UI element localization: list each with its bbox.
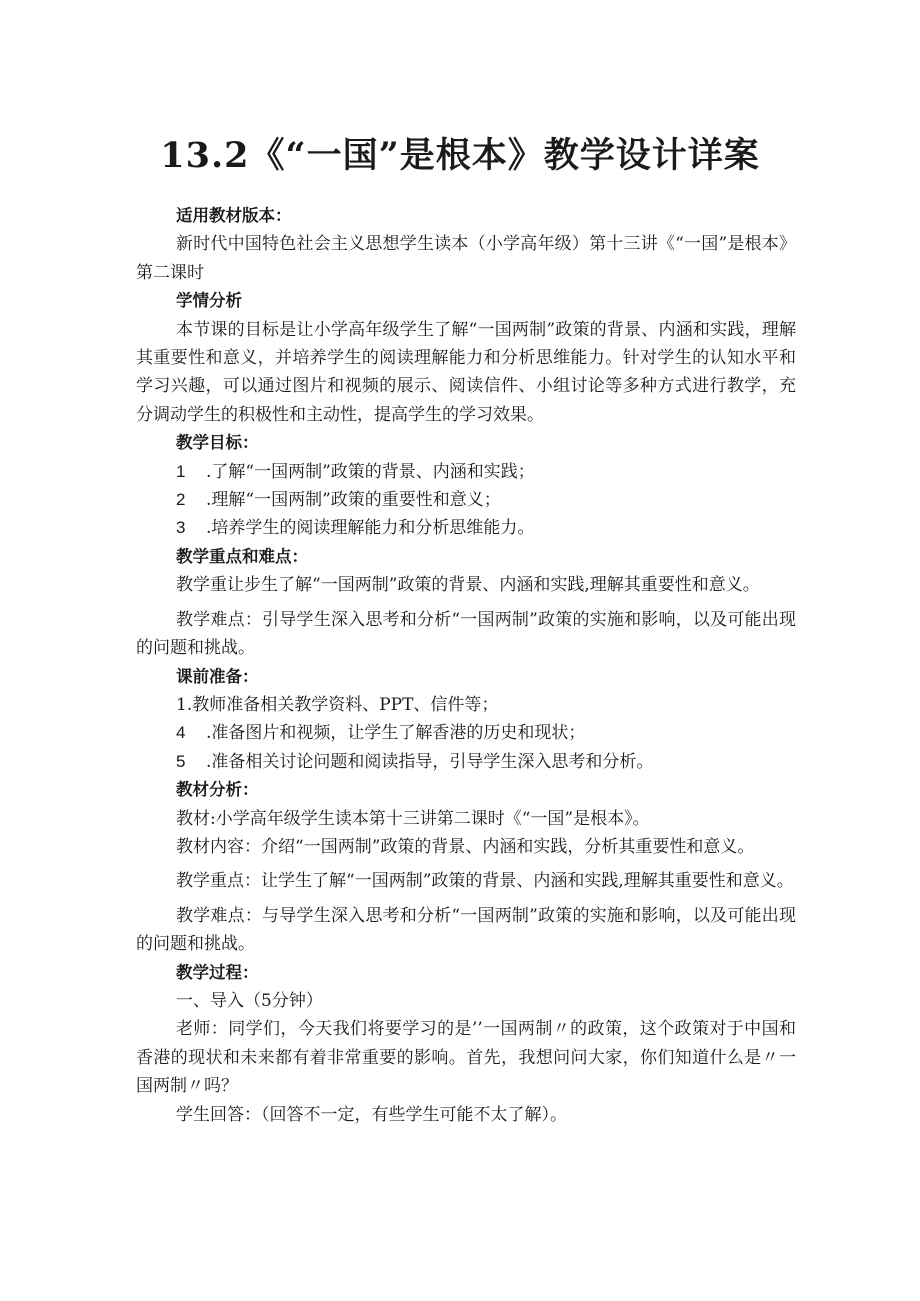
list-item: 3 .培养学生的阅读理解能力和分析思维能力。 — [176, 518, 535, 539]
goals-heading: 教学目标： — [176, 433, 259, 453]
prep-heading: 课前准备： — [176, 666, 259, 686]
edition-heading: 适用教材版本： — [176, 206, 292, 225]
material-focus: 教学重点：让学生了解“一国两制”政策的背景、内涵和实践,理解其重要性和意义。 — [176, 871, 794, 892]
edition-text: 新时代中国特色社会主义思想学生读本（小学高年级）第十三讲《“一国”是根本》第二课时 — [136, 234, 796, 283]
goals-list — [136, 458, 796, 543]
list-item: 1 .了解“一国两制”政策的背景、内涵和实践； — [176, 461, 535, 482]
document-body — [136, 202, 796, 1129]
material-difficulty: 教学难点：与导学生深入思考和分析“一国两制”政策的实施和影响，以及可能出现的问题和挑战。 — [136, 905, 796, 955]
process-heading: 教学过程： — [176, 962, 259, 982]
analysis-text: 本节课的目标是让小学高年级学生了解“一国两制”政策的背景、内涵和实践，理解其重要性和意义，并培养学生的阅读理解能力和分析思维能力。针对学生的认知水平和学习兴趣，可以通过图片和视频的展示、阅读信件、小组讨论等多种方式进行教学，充分调动学生的积极性和主动性，提高学生的学习效果。 — [136, 319, 796, 425]
keypoints-difficulty: 教学难点：引导学生深入思考和分析“一国两制”政策的实施和影响，以及可能出现的问题和挑战。 — [136, 609, 796, 659]
list-item: 4 .准备图片和视频，让学生了解香港的历史和现状； — [176, 723, 586, 744]
material-book: 教材:小学高年级学生读本第十三讲第二课时《“一国”是根本》。 — [176, 808, 650, 829]
prep-item-first: 1.教师准备相关教学资料、PPT、信件等； — [176, 694, 499, 715]
process-step-intro: 一、导入（5分钟） — [176, 990, 323, 1011]
analysis-heading: 学情分析 — [176, 291, 242, 311]
keypoints-focus: 教学重让步生了解“一国两制”政策的背景、内涵和实践,理解其重要性和意义。 — [176, 575, 760, 596]
process-student: 学生回答：（回答不一定，有些学生可能不太了解）。 — [176, 1104, 567, 1125]
material-heading: 教材分析： — [176, 780, 259, 800]
list-item: 5 .准备相关讨论问题和阅读指导，引导学生深入思考和分析。 — [176, 751, 654, 772]
keypoints-heading: 教学重点和难点： — [176, 546, 308, 566]
material-content: 教材内容：介绍“一国两制”政策的背景、内涵和实践，分析其重要性和意义。 — [176, 836, 755, 857]
list-item: 2 .理解“一国两制”政策的重要性和意义； — [176, 490, 501, 511]
page-title: 13.2《“一国”是根本》教学设计详案 — [160, 135, 760, 176]
process-teacher: 老师：同学们，今天我们将要学习的是’’一国两制〃的政策，这个政策对于中国和香港的现状和未来都有着非常重要的影响。首先，我想问问大家，你们知道什么是〃一国两制〃吗？ — [136, 1019, 796, 1097]
